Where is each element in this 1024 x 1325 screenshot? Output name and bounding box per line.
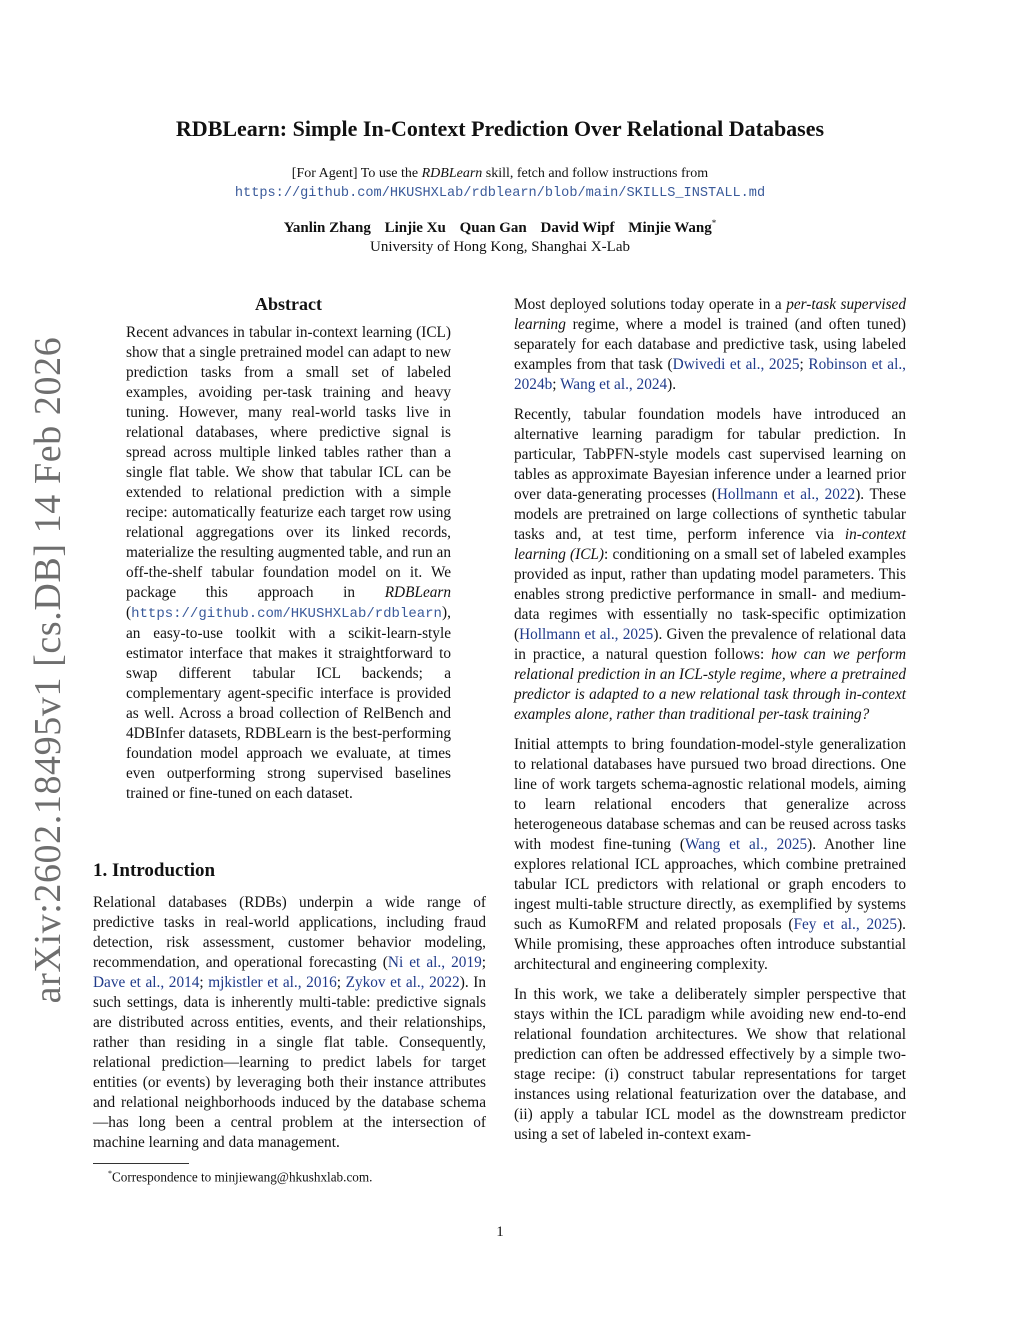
citation-link[interactable]: Wang et al., 2025	[685, 836, 808, 853]
package-name: RDBLearn	[384, 584, 451, 601]
agent-note-suffix: skill, fetch and follow instructions from	[482, 166, 709, 181]
author-footnote-mark[interactable]: *	[711, 218, 717, 228]
abstract-heading: Abstract	[255, 294, 322, 314]
citation-link[interactable]: Zykov et al., 2022	[345, 974, 460, 991]
footnote-divider	[93, 1163, 189, 1164]
citation-link[interactable]: Dave et al., 2014	[93, 974, 200, 991]
author-name: Linjie Xu	[384, 220, 446, 236]
body-paragraph: In this work, we take a deliberately simpler perspective that stays within the ICL paradigm while avoiding new end-to-end relational foundation architectures. We show that relational prediction can often be addressed effectively by a simple two-stage recipe: (i) construct tabular representations for target instances using relational featurization over the database, and (ii) apply a tabular ICL model as the downstream predictor using a set of labeled in-context exam-	[514, 986, 906, 1143]
citation-link[interactable]: Wang et al., 2024	[560, 376, 668, 393]
affiliation: University of Hong Kong, Shanghai X-Lab	[370, 239, 630, 255]
agent-instruction-line	[0, 166, 1000, 182]
right-column	[514, 295, 906, 1155]
introduction-paragraph: Relational databases (RDBs) underpin a wide range of predictive tasks in real-world applications, including fraud detection, risk assessment, customer behavior modeling, recommendation, and operational forecasting (Ni et al., 2019; Dave et al., 2014; mjkistler et al., 2016; Zykov et al., 2022). In such settings, data is inherently multi-table: predictive signals are distributed across entities, events, and their relationships, rather than residing in a single flat table. Consequently, relational prediction—learning to predict labels for target entities (or events) by leveraging both their instance attributes and relational neighborhoods induced by the database schema—has long been a central problem at the intersection of machine learning and data management.	[93, 894, 487, 1151]
skills-install-link[interactable]	[0, 184, 1000, 201]
body-paragraph: Most deployed solutions today operate in a per-task supervised learning regime, where a model is trained (and often tuned) separately for each database and predictive task, using labeled examples from that task (Dwivedi et al., 2025; Robinson et al., 2024b; Wang et al., 2024).	[514, 296, 906, 393]
author-name: Minjie Wang*	[628, 218, 717, 236]
arxiv-identifier-stamp: arXiv:2602.18495v1 [cs.DB] 14 Feb 2026	[27, 336, 69, 1004]
author-name: David Wipf	[540, 220, 615, 236]
introduction-heading: 1. Introduction	[93, 860, 216, 881]
skills-install-url[interactable]: https://github.com/HKUSHXLab/rdblearn/blob/main/SKILLS_INSTALL.md	[234, 186, 766, 201]
rdblearn-repo-link[interactable]: https://github.com/HKUSHXLab/rdblearn	[131, 606, 442, 622]
citation-link[interactable]: Ni et al., 2019	[387, 954, 482, 971]
abstract-body: Recent advances in tabular in-context learning (ICL) show that a single pretrained model can adapt to new prediction tasks from a small set of labeled examples, avoiding per-task training and heavy tuning. However, many real-world tasks live in relational databases, where predictive signal is spread across multiple linked tables rather than a single flat table. We show that tabular ICL can be extended to relational prediction with a simple recipe: automatically featurize each target row using relational aggregations over its linked records, materialize the resulting augmented table, and run an off-the-shelf tabular foundation model on it. We package this approach in RDBLearn (https://github.com/HKUSHXLab/rdblearn), an easy-to-use toolkit with a scikit-learn-style estimator interface that makes it straightforward to swap different tabular ICL backends; a complementary agent-specific interface is provided as well. Across a broad collection of RelBench and 4DBInfer datasets, RDBLearn is the best-performing foundation model approach we evaluate, at times even outperforming strong supervised baselines trained or fine-tuned on each dataset.	[126, 324, 451, 802]
citation-link[interactable]: Fey et al., 2025	[793, 916, 898, 933]
correspondence-footnote: *Correspondence to minjiewang@hkushxlab.com.	[108, 1169, 373, 1185]
page-number: 1	[496, 1224, 504, 1240]
citation-link[interactable]: Robinson et al., 2024b	[514, 356, 906, 393]
citation-link[interactable]: Hollmann et al., 2025	[519, 626, 654, 643]
footnote-mark: *	[108, 1169, 112, 1178]
citation-link[interactable]: Dwivedi et al., 2025	[672, 356, 800, 373]
author-name: Quan Gan	[459, 220, 527, 236]
agent-note-skill-name: RDBLearn	[421, 166, 483, 181]
author-list	[0, 218, 1000, 237]
agent-note-prefix: [For Agent] To use the	[291, 166, 422, 181]
author-name: Yanlin Zhang	[283, 220, 371, 236]
body-paragraph: Recently, tabular foundation models have introduced an alternative learning paradigm for tabular prediction. In particular, TabPFN-style models cast supervised learning on tables as approximate Bayesian inference under a learned prior over data-generating processes (Hollmann et al., 2022). These models are pretrained on large collections of synthetic tabular tasks and, at test time, perform inference via in-context learning (ICL): conditioning on a small set of labeled examples provided as input, rather than updating model parameters. This enables strong predictive performance in small- and medium-data regimes with essentially no task-specific optimization (Hollmann et al., 2025). Given the prevalence of relational data in practice, a natural question follows: how can we perform relational prediction in an ICL-style regime, where a pretrained predictor is adapted to a new relational task through in-context examples alone, rather than traditional per-task training?	[514, 406, 906, 723]
paper-title: RDBLearn: Simple In-Context Prediction Over Relational Databases	[175, 116, 825, 141]
body-paragraph: Initial attempts to bring foundation-model-style generalization to relational databases have pursued two broad directions. One line of work targets schema-agnostic relational models, aiming to learn relational encoders that generalize across heterogeneous database schemas and can be reused across tasks with modest fine-tuning (Wang et al., 2025). Another line explores relational ICL approaches, which combine pretrained tabular ICL predictors with relational or graph encoders to ingest multi-table structure directly, as exemplified by systems such as KumoRFM and related proposals (Fey et al., 2025). While promising, these approaches often introduce substantial architectural and engineering complexity.	[514, 736, 907, 973]
citation-link[interactable]: mjkistler et al., 2016	[208, 974, 337, 991]
citation-link[interactable]: Hollmann et al., 2022	[716, 486, 856, 503]
